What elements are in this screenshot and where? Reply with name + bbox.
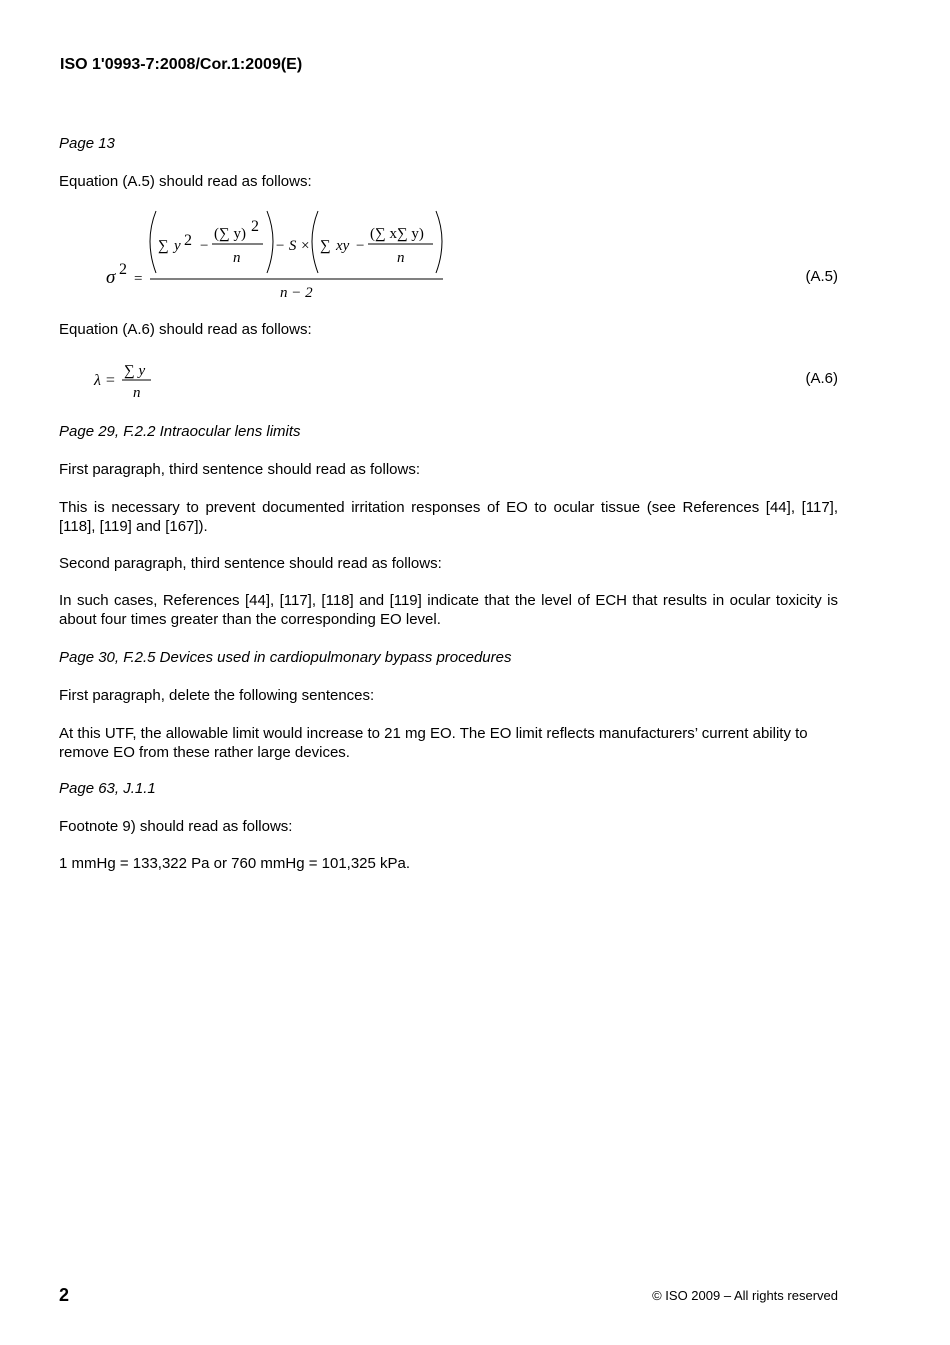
page30-text: At this UTF, the allowable limit would increase to 21 mg EO. The EO limit reflects manufacturers’ current ability to remove EO from these rather large devices. (59, 725, 808, 761)
page29-instruction-2: Second paragraph, third sentence should read as follows: (59, 555, 442, 572)
copyright-notice: © ISO 2009 – All rights reserved (652, 1288, 838, 1303)
section-page13-title: Page 13 (59, 135, 115, 152)
eq-a5-minus1: − (200, 238, 209, 254)
eq-a5-paren-sum-y: (∑ y) (214, 226, 246, 242)
eq-a5-n1: n (233, 250, 241, 266)
eq-a5-minus2: − (356, 238, 365, 254)
page29-instruction-1: First paragraph, third sentence should read as follows: (59, 461, 421, 478)
section-page30-title: Page 30, F.2.5 Devices used in cardiopulmonary bypass procedures (59, 649, 512, 666)
eq-a5-y1-sq: 2 (184, 232, 192, 249)
eq-a6-numerator: ∑ y (124, 363, 146, 379)
page-number: 2 (59, 1285, 70, 1305)
eq-a5-paren-right-2 (436, 211, 442, 273)
eq-a5-sigma-sup: 2 (119, 261, 127, 278)
eq-a5-sigma: σ (106, 267, 116, 288)
eq-a6-intro: Equation (A.6) should read as follows: (59, 321, 312, 338)
page63-instruction: Footnote 9) should read as follows: (59, 818, 293, 835)
eq-a5-sum1: ∑ (158, 238, 169, 254)
section-page29-title: Page 29, F.2.2 Intraocular lens limits (59, 423, 301, 440)
eq-a5-paren-left-2 (312, 211, 318, 273)
eq-a5-minus-s-times: − S × (275, 238, 311, 254)
equation-a5 (100, 205, 460, 305)
eq-a5-y1: y (174, 238, 181, 254)
eq-a6-lhs: λ = (94, 372, 116, 389)
eq-a5-denominator: n − 2 (280, 285, 313, 301)
eq-a5-paren-right-1 (267, 211, 273, 273)
eq-a5-number: (A.5) (805, 268, 838, 285)
eq-a5-xy: xy (336, 238, 350, 254)
eq-a6-number: (A.6) (805, 370, 838, 387)
equation-a6 (90, 358, 170, 404)
eq-a5-intro: Equation (A.5) should read as follows: (59, 173, 312, 190)
page29-text-2: In such cases, References [44], [117], [118] and [119] indicate that the level of ECH that results in ocular toxicity is about four times greater than the corresponding EO level. (59, 592, 838, 628)
eq-a5-paren-sum-y-sq: 2 (251, 218, 259, 235)
page29-text-1: This is necessary to prevent documented irritation responses of EO to ocular tissue (see References [44], [117], [118], [119] and [167]). (59, 499, 838, 535)
eq-a5-n2: n (397, 250, 405, 266)
eq-a5-paren-left-1 (150, 211, 156, 273)
eq-a5-equals: = (134, 271, 143, 287)
eq-a5-sum-x-sum-y: (∑ x∑ y) (370, 226, 424, 242)
page63-text: 1 mmHg = 133,322 Pa or 760 mmHg = 101,325 kPa. (59, 855, 411, 872)
document-id: ISO 1'0993-7:2008/Cor.1:2009(E) (60, 56, 303, 73)
page30-instruction: First paragraph, delete the following sentences: (59, 687, 375, 704)
eq-a6-denominator: n (133, 385, 141, 401)
section-page63-title: Page 63, J.1.1 (59, 780, 156, 797)
eq-a5-sum2: ∑ (320, 238, 331, 254)
